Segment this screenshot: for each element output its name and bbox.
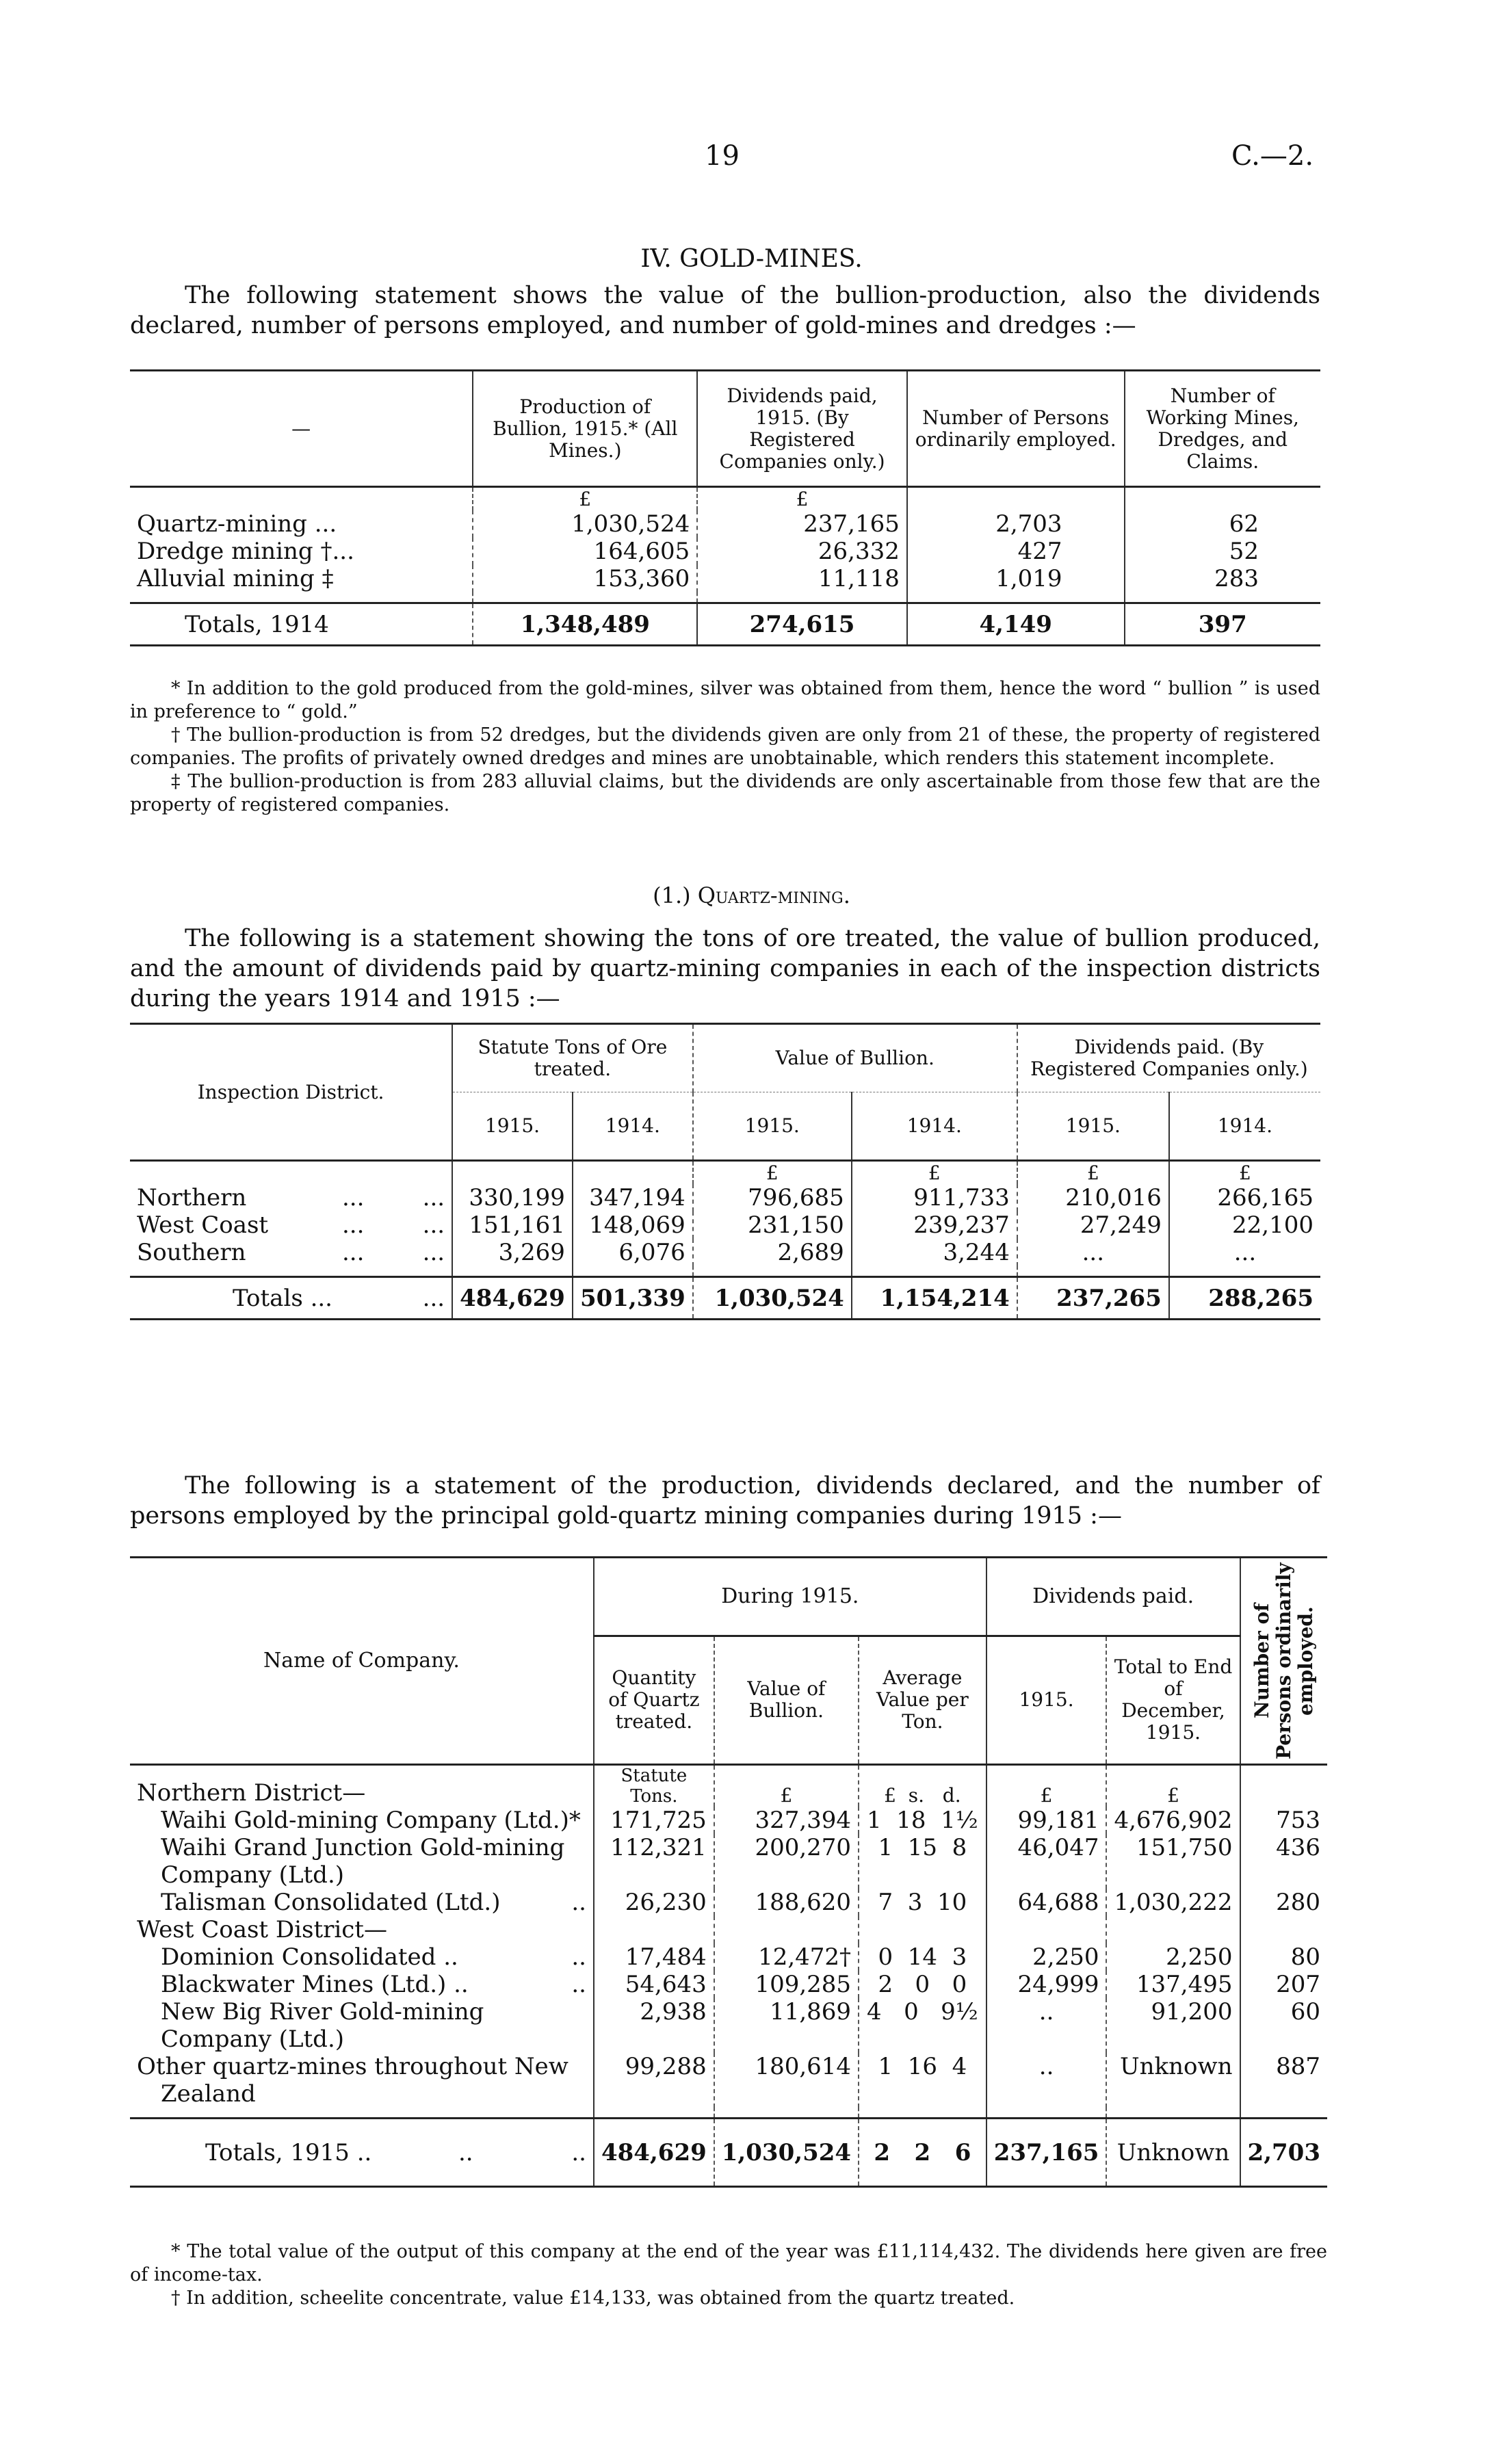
- tons-1914: 6,076: [573, 1239, 693, 1266]
- company-name-text: Talisman Consolidated (Ltd.): [161, 1889, 501, 1916]
- table-row: [130, 1239, 1320, 1266]
- unit-label: £: [1017, 1161, 1169, 1185]
- div-1915-value: 46,047: [986, 1834, 1107, 1889]
- footnote: † The bullion-production is from 52 dredges, but the dividends given are only from 21 of these, the property of registered companies. The profits of privately owned dredges and mines are unobtainable, which renders this statement incomplete.: [130, 724, 1320, 769]
- production-value: 153,360: [473, 565, 697, 592]
- district-label: Northern: [137, 1184, 247, 1211]
- quartz-intro-text: The following is a statement showing the tons of ore treated, the value of bullion produced, and the amount of dividends paid by quartz-mining companies in each of the inspection districts during the years 1914 and 1915 :—: [130, 925, 1320, 1012]
- div-total-value: 4,676,902: [1106, 1807, 1240, 1834]
- unit-label: £: [986, 1765, 1107, 1807]
- footnotes-table3: [130, 2240, 1327, 2310]
- unit-label: £: [714, 1765, 859, 1807]
- footnote: † In addition, scheelite concentrate, value £14,133, was obtained from the quartz treated.: [171, 2288, 1015, 2309]
- persons-value: 436: [1240, 1834, 1327, 1889]
- avg-pounds: 4: [866, 1998, 882, 2026]
- during-col-header: During 1915.: [594, 1558, 986, 1636]
- tons-1915: 151,161: [452, 1211, 573, 1239]
- avg-shillings: 18: [896, 1807, 926, 1834]
- leader-dots: ...: [342, 1211, 365, 1239]
- production-col-header: Production of Bullion, 1915.* (All Mines.): [473, 371, 697, 487]
- year-header: 1914.: [852, 1092, 1017, 1161]
- bullion-1915: 796,685: [693, 1184, 852, 1211]
- mines-value: 62: [1125, 510, 1320, 538]
- quantity-value: 17,484: [594, 1943, 714, 1971]
- div-1915-col-header: 1915.: [986, 1636, 1107, 1764]
- leader-dots: ..: [571, 2138, 586, 2166]
- avg-pounds: 1: [878, 1834, 893, 1861]
- avg-shillings: 16: [907, 2053, 937, 2080]
- bullion-1915-total: 1,030,524: [693, 1277, 852, 1320]
- avg-pence: 9½: [941, 1998, 978, 2026]
- district-col-header: Inspection District.: [197, 1080, 384, 1103]
- avg-pence: 10: [937, 1889, 967, 1916]
- mines-value: 283: [1125, 565, 1320, 592]
- avg-pounds: 1: [866, 1807, 882, 1834]
- dividends-1915: ...: [1017, 1239, 1169, 1266]
- bullion-value: 180,614: [714, 2053, 859, 2108]
- quartz-district-table: [130, 1023, 1320, 1320]
- avg-shillings: 15: [907, 1834, 937, 1861]
- district-name: [130, 1239, 452, 1266]
- shillings-unit: s.: [908, 1784, 925, 1807]
- table-row: [130, 1943, 1327, 1971]
- dividends-1914: 22,100: [1169, 1211, 1320, 1239]
- bullion-value: 200,270: [714, 1834, 859, 1889]
- tons-1914: 347,194: [573, 1184, 693, 1211]
- gold-mines-summary-table: [130, 369, 1320, 646]
- section-intro-text: The following statement shows the value of the bullion-production, also the dividends declared, number of persons employed, and number of gold-mines and dredges :—: [130, 282, 1320, 339]
- leader-dots: ...: [422, 1284, 445, 1312]
- dividends-1914-total: 288,265: [1169, 1277, 1320, 1320]
- dividends-col-header: Dividends paid.: [986, 1558, 1240, 1636]
- leader-dots: ...: [342, 1184, 365, 1211]
- leader-dots: ..: [571, 1943, 586, 1971]
- unit-label: £: [697, 487, 907, 511]
- totals-row: [130, 603, 1320, 646]
- bullion-value: 109,285: [714, 1971, 859, 1998]
- dividends-1914: 266,165: [1169, 1184, 1320, 1211]
- dividends-1915: 210,016: [1017, 1184, 1169, 1211]
- company-name: [130, 1889, 594, 1916]
- div-1915-total: 237,165: [986, 2119, 1107, 2187]
- company-col-header: Name of Company.: [263, 1649, 460, 1673]
- bullion-1915: 2,689: [693, 1239, 852, 1266]
- persons-col-header: Number of Persons ordinarily employed.: [907, 371, 1125, 487]
- dividends-value: 26,332: [697, 538, 907, 565]
- bullion-1914: 3,244: [852, 1239, 1017, 1266]
- unit-label: [573, 1161, 693, 1185]
- company-name-text: Blackwater Mines (Ltd.) ..: [161, 1971, 469, 1998]
- district-name: [130, 1211, 452, 1239]
- dividends-1914: ...: [1169, 1239, 1320, 1266]
- production-value: 1,030,524: [473, 510, 697, 538]
- year-header: 1914.: [573, 1092, 693, 1161]
- companies-intro-text: The following is a statement of the production, dividends declared, and the number of persons employed by the principal gold-quartz mining companies during 1915 :—: [130, 1472, 1320, 1530]
- totals-row: [130, 2119, 1327, 2187]
- quantity-col-header: Quantity of Quartz treated.: [594, 1636, 714, 1764]
- persons-value: 427: [907, 538, 1125, 565]
- unit-label: [907, 487, 1125, 511]
- footnotes-table1: [130, 677, 1320, 817]
- div-total-value: 137,495: [1106, 1971, 1240, 1998]
- unit-label: [452, 1161, 573, 1185]
- mines-total: 397: [1125, 603, 1320, 646]
- persons-col-header-text: Number of Persons ordinarily employed.: [1250, 1562, 1317, 1759]
- value-col-header: Value of Bullion.: [714, 1636, 859, 1764]
- avg-pounds: 1: [878, 2053, 893, 2080]
- leader-dots: ...: [422, 1184, 445, 1211]
- dividends-col-header: Dividends paid, 1915. (By Registered Companies only.): [697, 371, 907, 487]
- bullion-1914: 911,733: [852, 1184, 1017, 1211]
- bullion-total: 1,030,524: [714, 2119, 859, 2187]
- unit-label: [1125, 487, 1320, 511]
- quantity-value: 26,230: [594, 1889, 714, 1916]
- dividends-col-header: Dividends paid. (By Registered Companies only.): [1017, 1024, 1320, 1092]
- subsection-title-text: Quartz-mining.: [697, 882, 850, 908]
- table-row: [130, 1184, 1320, 1211]
- div-total-value: 2,250: [1106, 1943, 1240, 1971]
- district-heading: Northern District—: [137, 1779, 366, 1807]
- unit-label: £: [693, 1161, 852, 1185]
- avg-pence: 8: [952, 1834, 967, 1861]
- quantity-value: 2,938: [594, 1998, 714, 2053]
- bullion-value: 188,620: [714, 1889, 859, 1916]
- company-name: Waihi Gold-mining Company (Ltd.)*: [161, 1807, 581, 1834]
- quantity-value: 112,321: [594, 1834, 714, 1889]
- table-row: [130, 1889, 1327, 1916]
- leader-dots: ..: [571, 1971, 586, 1998]
- div-total-col-header: Total to End of December, 1915.: [1106, 1636, 1240, 1764]
- leader-dots: ...: [342, 1239, 365, 1266]
- page-number: 19: [705, 140, 740, 172]
- div-total-value: 91,200: [1106, 1998, 1240, 2053]
- quantity-value: 171,725: [594, 1807, 714, 1834]
- avg-pence: 3: [952, 1943, 967, 1971]
- quartz-intro: [130, 923, 1320, 1014]
- div-1915-value: ..: [986, 2053, 1107, 2108]
- row-label: Dredge mining †...: [137, 538, 354, 565]
- div-total-value: Unknown: [1106, 2053, 1240, 2108]
- div-total-value: 151,750: [1106, 1834, 1240, 1889]
- companies-table: [130, 1556, 1327, 2188]
- table-row: [130, 1211, 1320, 1239]
- avg-shillings: 3: [907, 1889, 923, 1916]
- persons-value: 753: [1240, 1807, 1327, 1834]
- avg-shillings: 0: [904, 1998, 919, 2026]
- company-name: [130, 1943, 594, 1971]
- average-value: [859, 1943, 986, 1971]
- bullion-value: 12,472†: [714, 1943, 859, 1971]
- persons-total: 2,703: [1240, 2119, 1327, 2187]
- company-name-text: Dominion Consolidated ..: [161, 1943, 458, 1971]
- persons-col-header: [1240, 1558, 1327, 1765]
- table-row: [130, 1971, 1327, 1998]
- bullion-1915: 231,150: [693, 1211, 852, 1239]
- production-value: 164,605: [473, 538, 697, 565]
- mines-col-header: Number of Working Mines, Dredges, and Claims.: [1125, 371, 1320, 487]
- company-name: [130, 1971, 594, 1998]
- label-col-header: —: [291, 417, 311, 440]
- dividends-1915-total: 237,265: [1017, 1277, 1169, 1320]
- avg-shillings: 0: [915, 1971, 930, 1998]
- district-label: West Coast: [137, 1211, 269, 1239]
- unit-label: £: [852, 1161, 1017, 1185]
- avg-pence: 0: [952, 1971, 967, 1998]
- footnote: * The total value of the output of this company at the end of the year was £11,114,432. The dividends here given are free of income-tax.: [130, 2241, 1327, 2285]
- mines-value: 52: [1125, 538, 1320, 565]
- document-reference: C.—2.: [1231, 140, 1314, 172]
- table-row: [130, 2053, 1327, 2108]
- average-value: [859, 2053, 986, 2108]
- quantity-total: 484,629: [594, 2119, 714, 2187]
- persons-value: 280: [1240, 1889, 1327, 1916]
- average-value: [859, 1998, 986, 2053]
- persons-value: 887: [1240, 2053, 1327, 2108]
- dividends-total: 274,615: [697, 603, 907, 646]
- table-row: [130, 1998, 1327, 2053]
- tons-1915: 330,199: [452, 1184, 573, 1211]
- avg-pence: 6: [954, 2138, 971, 2166]
- dividends-value: 237,165: [697, 510, 907, 538]
- average-value: [859, 1971, 986, 1998]
- persons-value: 1,019: [907, 565, 1125, 592]
- totals-label: [130, 2119, 594, 2187]
- production-total: 1,348,489: [473, 603, 697, 646]
- unit-label: £: [1106, 1765, 1240, 1807]
- persons-total: 4,149: [907, 603, 1125, 646]
- table-row: [130, 538, 1320, 565]
- totals-label: [130, 1277, 452, 1320]
- leader-dots: ...: [422, 1239, 445, 1266]
- average-value: [859, 1834, 986, 1889]
- section-title: IV. GOLD-MINES.: [640, 245, 863, 273]
- row-label: Quartz-mining ...: [137, 510, 337, 538]
- quantity-value: 54,643: [594, 1971, 714, 1998]
- div-1915-value: 24,999: [986, 1971, 1107, 1998]
- year-header: 1915.: [693, 1092, 852, 1161]
- company-name: Waihi Grand Junction Gold-mining Company (Ltd.): [161, 1834, 565, 1889]
- totals-row: [130, 1277, 1320, 1320]
- table-row: [130, 565, 1320, 592]
- unit-label: [859, 1765, 986, 1807]
- subsection-title: [0, 882, 1503, 908]
- avg-pounds: 2: [878, 1971, 893, 1998]
- subsection-number: (1.): [653, 882, 691, 908]
- persons-value: 60: [1240, 1998, 1327, 2053]
- average-value: [859, 1807, 986, 1834]
- quantity-value: 99,288: [594, 2053, 714, 2108]
- avg-pounds: 0: [878, 1943, 893, 1971]
- table-row: [130, 1834, 1327, 1889]
- tons-1914-total: 501,339: [573, 1277, 693, 1320]
- tons-1914: 148,069: [573, 1211, 693, 1239]
- pence-unit: d.: [942, 1784, 961, 1807]
- div-1915-value: 99,181: [986, 1807, 1107, 1834]
- leader-dots: ...: [422, 1211, 445, 1239]
- tons-col-header: Statute Tons of Ore treated.: [452, 1024, 693, 1092]
- bullion-1914: 239,237: [852, 1211, 1017, 1239]
- leader-dots: ..: [458, 2138, 473, 2166]
- year-header: 1915.: [452, 1092, 573, 1161]
- leader-dots: ..: [571, 1889, 586, 1916]
- district-name: [130, 1184, 452, 1211]
- div-total-value: 1,030,222: [1106, 1889, 1240, 1916]
- unit-label: £: [473, 487, 697, 511]
- avg-shillings: 2: [914, 2138, 931, 2166]
- avg-shillings: 14: [907, 1943, 937, 1971]
- average-value: [859, 1889, 986, 1916]
- bullion-1914-total: 1,154,214: [852, 1277, 1017, 1320]
- div-1915-value: 64,688: [986, 1889, 1107, 1916]
- dividends-value: 11,118: [697, 565, 907, 592]
- company-name: New Big River Gold-mining Company (Ltd.): [161, 1998, 484, 2053]
- companies-intro: [130, 1471, 1320, 1531]
- average-total: [859, 2119, 986, 2187]
- totals-label: Totals, 1914: [185, 610, 329, 638]
- district-heading: West Coast District—: [137, 1916, 387, 1943]
- avg-pounds: 7: [878, 1889, 893, 1916]
- average-col-header: Average Value per Ton.: [859, 1636, 986, 1764]
- avg-pence: 1½: [941, 1807, 978, 1834]
- table-row: [130, 1807, 1327, 1834]
- tons-1915: 3,269: [452, 1239, 573, 1266]
- section-intro: [130, 280, 1320, 341]
- year-header: 1914.: [1169, 1092, 1320, 1161]
- div-1915-value: ..: [986, 1998, 1107, 2053]
- pounds-unit: £: [884, 1784, 896, 1807]
- totals-label-text: Totals ...: [233, 1284, 332, 1312]
- tons-1915-total: 484,629: [452, 1277, 573, 1320]
- bullion-col-header: Value of Bullion.: [693, 1024, 1017, 1092]
- table-row: [130, 510, 1320, 538]
- totals-label-text: Totals, 1915 ..: [205, 2138, 372, 2166]
- bullion-value: 327,394: [714, 1807, 859, 1834]
- dividends-1915: 27,249: [1017, 1211, 1169, 1239]
- persons-value: 2,703: [907, 510, 1125, 538]
- unit-label: Statute Tons.: [594, 1765, 714, 1807]
- div-1915-value: 2,250: [986, 1943, 1107, 1971]
- footnote: ‡ The bullion-production is from 283 alluvial claims, but the dividends are only ascertainable from those few that are the property of registered companies.: [130, 771, 1320, 815]
- district-label: Southern: [137, 1239, 246, 1266]
- avg-pence: 4: [952, 2053, 967, 2080]
- year-header: 1915.: [1017, 1092, 1169, 1161]
- persons-value: 207: [1240, 1971, 1327, 1998]
- company-name: Other quartz-mines throughout New Zealand: [137, 2053, 568, 2108]
- unit-label: £: [1169, 1161, 1320, 1185]
- footnote: * In addition to the gold produced from the gold-mines, silver was obtained from them, hence the word “ bullion ” is used in preference to “ gold.”: [130, 678, 1320, 722]
- div-total-total: Unknown: [1106, 2119, 1240, 2187]
- bullion-value: 11,869: [714, 1998, 859, 2053]
- persons-value: 80: [1240, 1943, 1327, 1971]
- avg-pounds: 2: [874, 2138, 891, 2166]
- row-label: Alluvial mining ‡: [137, 565, 334, 592]
